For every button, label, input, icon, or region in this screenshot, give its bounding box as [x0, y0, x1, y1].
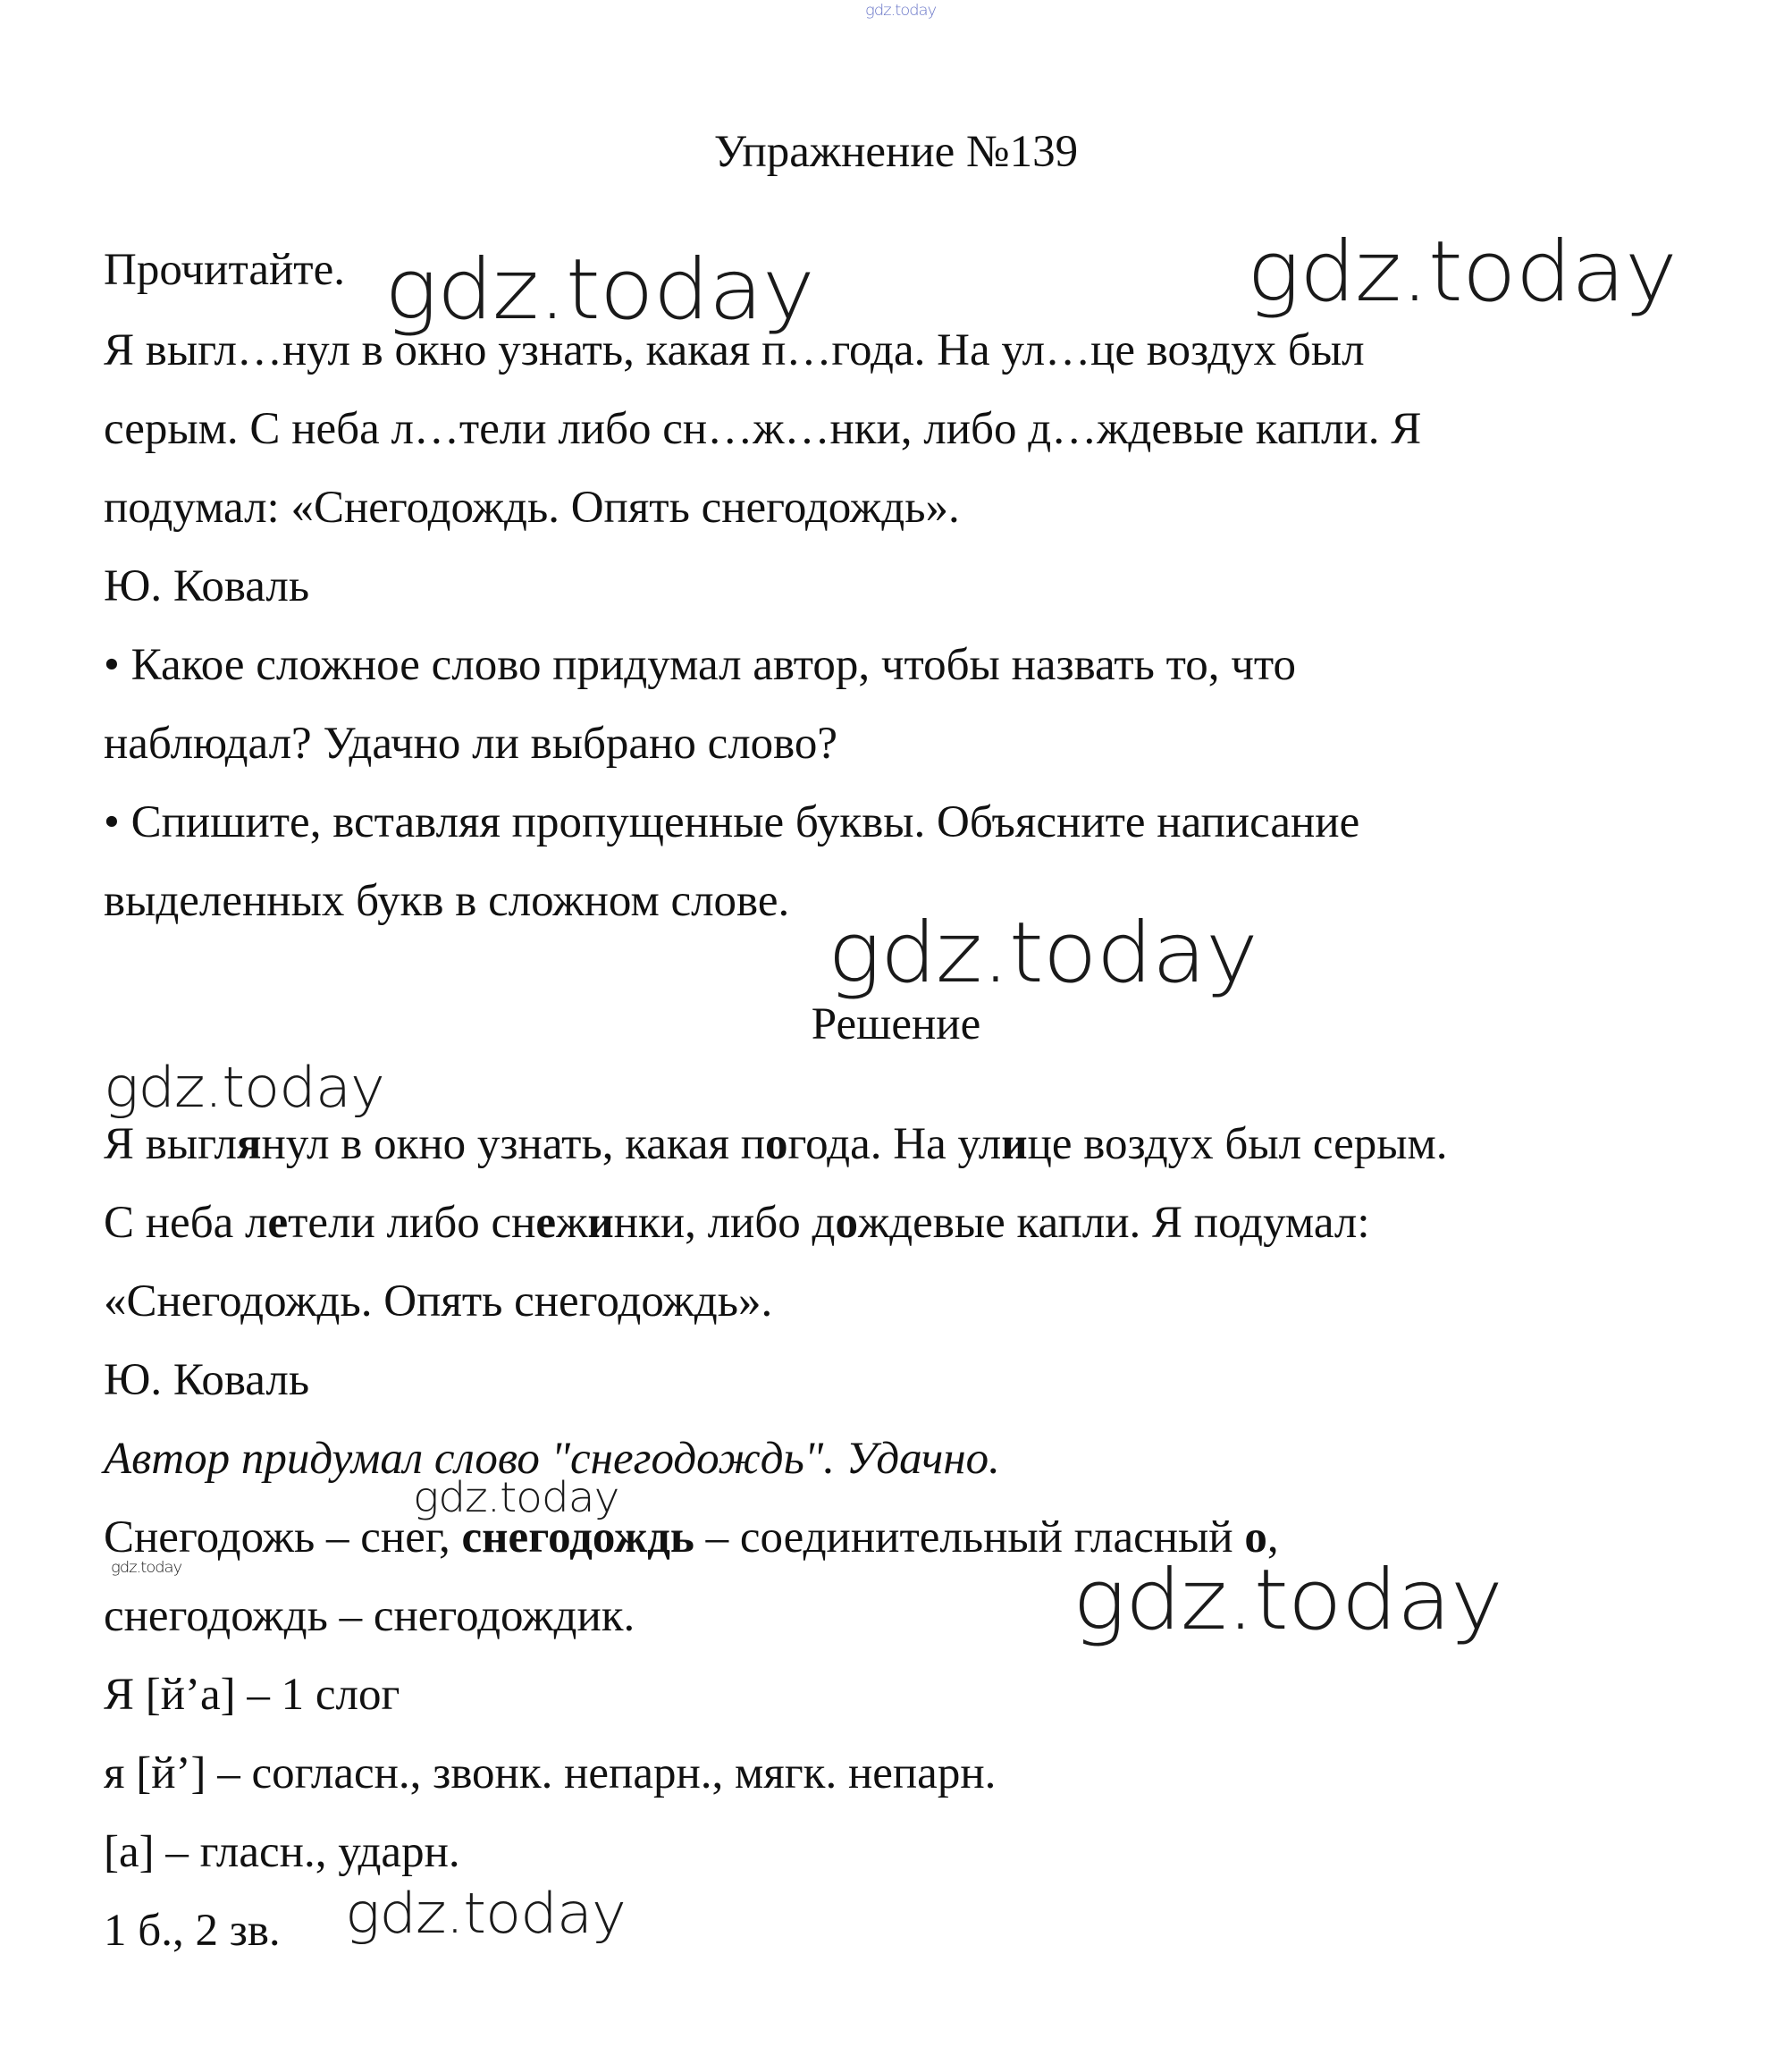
question-line: • Какое сложное слово придумал автор, чтобы назвать то, что	[104, 640, 1297, 690]
task-text-line: подумал: «Снегодождь. Опять снегодождь».	[104, 483, 960, 533]
highlighted-letter: я	[236, 1119, 262, 1169]
solution-answer: Автор придумал слово "снегодождь". Удачно.	[104, 1434, 1000, 1484]
highlighted-letter: о	[765, 1119, 788, 1169]
highlighted-letter: е	[267, 1198, 289, 1248]
highlighted-letter: о	[1244, 1512, 1267, 1562]
highlighted-letter: и	[1001, 1119, 1028, 1169]
text-segment: це воздух был серым.	[1027, 1119, 1448, 1169]
text-segment: Я выгл	[104, 1119, 237, 1169]
phonetics-line: Я [й’а] – 1 слог	[104, 1670, 400, 1720]
solution-text-line	[104, 1117, 1448, 1171]
highlighted-word: снегодождь	[461, 1512, 694, 1562]
task-text-line: Я выгл…нул в окно узнать, какая п…года. На ул…це воздух был	[104, 325, 1365, 375]
text-segment: С неба л	[104, 1198, 268, 1248]
solution-author: Ю. Коваль	[104, 1355, 310, 1405]
watermark: gdz.today	[828, 905, 1258, 1002]
watermark: gdz.today	[104, 1055, 384, 1120]
text-segment: тели либо сн	[288, 1198, 536, 1248]
watermark: gdz.today	[345, 1881, 626, 1946]
text-segment: года. На ул	[787, 1119, 1002, 1169]
phonetics-line: я [й’] – согласн., звонк. непарн., мягк. непарн.	[104, 1748, 997, 1798]
text-segment: ждевые капли. Я подумал:	[857, 1198, 1370, 1248]
phonetics-line: 1 б., 2 зв.	[104, 1906, 281, 1956]
text-segment: нул в окно узнать, какая п	[261, 1119, 765, 1169]
task-text-line: серым. С неба л…тели либо сн…ж…нки, либо д…ждевые капли. Я	[104, 404, 1422, 454]
watermark: gdz.today	[1247, 223, 1677, 321]
composition-line: снегодождь – снегодождик.	[104, 1591, 635, 1641]
question-line: наблюдал? Удачно ли выбрано слово?	[104, 719, 838, 769]
text-segment: ж	[556, 1198, 588, 1248]
text-segment: ,	[1266, 1512, 1279, 1562]
watermark: gdz.today	[413, 1473, 619, 1521]
text-segment: Снегодожь – снег,	[104, 1512, 462, 1562]
text-segment: – соединительный гласный	[694, 1512, 1245, 1562]
watermark: gdz.today	[1073, 1552, 1502, 1649]
page-title: Упражнение №139	[713, 127, 1079, 177]
highlighted-letter: и	[587, 1198, 614, 1248]
solution-text-line: «Снегодождь. Опять снегодождь».	[104, 1276, 773, 1326]
watermark: gdz.today	[111, 1559, 182, 1577]
question-line: выделенных букв в сложном слове.	[104, 876, 790, 926]
text-segment: нки, либо д	[613, 1198, 836, 1248]
highlighted-letter: о	[835, 1198, 858, 1248]
question-line: • Спишите, вставляя пропущенные буквы. Объясните написание	[104, 797, 1360, 847]
highlighted-letter: е	[535, 1198, 557, 1248]
phonetics-line: [а] – гласн., ударн.	[104, 1827, 460, 1877]
task-author: Ю. Коваль	[104, 561, 310, 611]
watermark: gdz.today	[384, 241, 814, 339]
solution-heading: Решение	[811, 999, 981, 1049]
watermark-top: gdz.today	[865, 2, 937, 20]
task-instruction: Прочитайте.	[104, 245, 345, 295]
solution-text-line	[104, 1196, 1370, 1250]
